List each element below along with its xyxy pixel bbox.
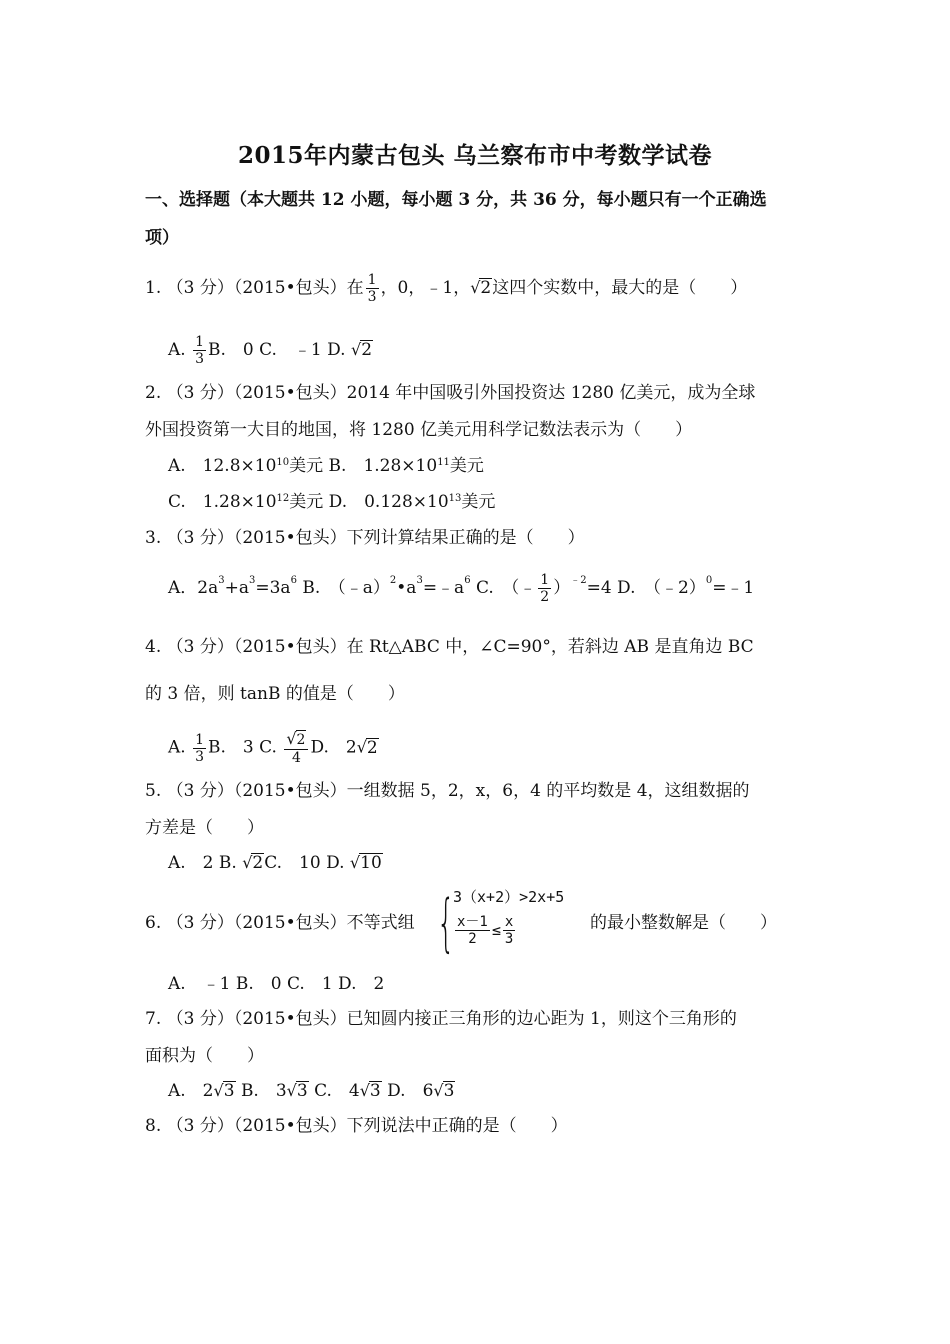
sqrt-sign: √ bbox=[286, 1081, 297, 1100]
q3-opt-c: C. （﹣ bbox=[470, 578, 537, 598]
q7-radicand: 3 bbox=[296, 1081, 308, 1101]
q4-opt-a: A. bbox=[168, 737, 186, 758]
q2-opt-c: C. 1.28×10 bbox=[168, 492, 277, 512]
section-heading: 一、选择题（本大题共 12 小题，每小题 3 分，共 36 分，每小题只有一个正确选 bbox=[145, 190, 767, 210]
q1-opt-a-fraction bbox=[193, 334, 206, 367]
q2-opt-d-unit: 美元 bbox=[461, 492, 496, 512]
question-1 bbox=[145, 272, 747, 305]
q1-stem-pre: 1. （3 分）（2015•包头）在 bbox=[145, 278, 364, 298]
q5-d-radicand: 10 bbox=[360, 853, 382, 873]
q3-text: +a bbox=[224, 578, 249, 598]
q2-options-ab bbox=[168, 454, 484, 478]
q3-frac-num: 1 bbox=[540, 572, 550, 588]
q2-opt-b-unit: 美元 bbox=[449, 456, 484, 476]
question-7: 7. （3 分）（2015•包头）已知圆内接正三角形的边心距为 1，则这个三角形的 bbox=[145, 1009, 737, 1029]
brace-glyph: { bbox=[437, 886, 455, 959]
q2-opt-c-exp: 12 bbox=[276, 493, 290, 504]
q5-opt-cd: C. 10 D. bbox=[264, 853, 345, 873]
q1-fraction bbox=[366, 272, 379, 305]
exp: 6 bbox=[290, 575, 297, 586]
exp: 3 bbox=[249, 575, 256, 586]
q1-stem-mid: ，0，﹣1， bbox=[380, 278, 471, 298]
q1-opt-a-den: 3 bbox=[195, 351, 205, 367]
q6-relation: ≤ bbox=[491, 921, 501, 939]
q3-opt-a: A．2a bbox=[168, 578, 219, 598]
q2-options-cd bbox=[168, 490, 495, 514]
q7-opt-b: B. 3 bbox=[240, 1081, 287, 1101]
q6-lhs-den: 2 bbox=[468, 931, 477, 947]
sqrt-sign: √ bbox=[351, 340, 362, 359]
q5-opt-ab: A. 2 B. bbox=[168, 853, 237, 873]
q2-opt-b-exp: 11 bbox=[437, 457, 450, 468]
question-2-cont: 外国投资第一大目的地国，将 1280 亿美元用科学记数法表示为（ ） bbox=[145, 420, 693, 440]
q6-lhs-fraction bbox=[455, 914, 490, 947]
q3-opt-d: =4 D. （﹣2） bbox=[586, 578, 706, 598]
q2-opt-b: 美元 B. 1.28×10 bbox=[289, 456, 438, 476]
exp: 0 bbox=[705, 575, 713, 586]
exp: 6 bbox=[464, 575, 471, 586]
q4-opt-d: D. 2 bbox=[310, 737, 357, 758]
sqrt-sign: √ bbox=[213, 1081, 224, 1100]
exp: 3 bbox=[218, 575, 225, 586]
q3-text: =3a bbox=[255, 578, 291, 598]
q5-b-radicand: 2 bbox=[252, 853, 264, 873]
inequality-row-1: 3（x+2）>2x+5 bbox=[453, 888, 565, 906]
q6-rhs-den: 3 bbox=[504, 931, 514, 947]
q3-text: •a bbox=[396, 578, 417, 598]
sqrt-sign: √ bbox=[359, 1081, 370, 1100]
q6-rhs-num: x bbox=[504, 914, 514, 930]
q4-opt-a-fraction bbox=[193, 732, 206, 765]
question-6-stem-post: 的最小整数解是（ ） bbox=[590, 913, 777, 933]
q6-lhs-num: x－1 bbox=[457, 914, 488, 930]
section-heading-cont: 项） bbox=[145, 228, 179, 248]
q1-frac-num: 1 bbox=[367, 272, 377, 288]
sqrt-sign: √ bbox=[433, 1081, 444, 1100]
q7-opt-d: D. 6 bbox=[387, 1081, 434, 1101]
q4-opt-c-fraction bbox=[284, 730, 308, 766]
q7-options bbox=[168, 1079, 455, 1103]
q3-fraction bbox=[538, 572, 551, 605]
q7-opt-c: C. 4 bbox=[314, 1081, 360, 1101]
q7-radicand: 3 bbox=[223, 1081, 235, 1101]
q1-frac-den: 3 bbox=[367, 289, 377, 305]
exp: ﹣2 bbox=[570, 575, 587, 586]
sqrt-sign: √ bbox=[242, 853, 253, 872]
q6-rhs-fraction bbox=[503, 914, 515, 947]
question-5: 5. （3 分）（2015•包头）一组数据 5，2，x，6，4 的平均数是 4，这组数据的 bbox=[145, 781, 750, 801]
q1-opt-bc: B. 0 C. ﹣1 D. bbox=[208, 340, 346, 360]
sqrt-sign: √ bbox=[286, 729, 297, 748]
question-2: 2. （3 分）（2015•包头）2014 年中国吸引外国投资达 1280 亿美元，成为全球 bbox=[145, 383, 756, 403]
q1-radicand: 2 bbox=[480, 278, 492, 298]
question-5-cont: 方差是（ ） bbox=[145, 818, 264, 838]
q2-opt-a: A. 12.8×10 bbox=[168, 456, 277, 476]
q4-c-num bbox=[284, 730, 308, 750]
q7-radicand: 3 bbox=[369, 1081, 381, 1101]
q4-a-den: 3 bbox=[195, 748, 205, 765]
q3-text: =﹣a bbox=[422, 578, 465, 598]
question-4: 4. （3 分）（2015•包头）在 Rt△ABC 中，∠C=90°，若斜边 AB 是直角边 BC bbox=[145, 637, 754, 657]
q6-options: A. ﹣1 B. 0 C. 1 D. 2 bbox=[168, 974, 385, 994]
q1-options bbox=[168, 334, 373, 367]
sqrt-sign: √ bbox=[356, 737, 367, 757]
q1-opt-a-num: 1 bbox=[195, 334, 205, 350]
q4-options bbox=[168, 730, 379, 766]
q1-opt-a: A. bbox=[168, 340, 186, 360]
question-8: 8. （3 分）（2015•包头）下列说法中正确的是（ ） bbox=[145, 1116, 568, 1136]
q4-c-den: 4 bbox=[291, 750, 301, 766]
q2-opt-d-exp: 13 bbox=[448, 493, 462, 504]
sqrt-sign: √ bbox=[470, 278, 481, 297]
inequality-row-2 bbox=[453, 914, 517, 947]
q2-opt-d: 美元 D. 0.128×10 bbox=[289, 492, 449, 512]
question-6-stem-pre: 6. （3 分）（2015•包头）不等式组 bbox=[145, 913, 415, 933]
q1-stem-post: 这四个实数中，最大的是（ ） bbox=[492, 278, 748, 298]
question-4-cont: 的 3 倍，则 tanB 的值是（ ） bbox=[145, 684, 405, 704]
inequality-system bbox=[437, 884, 597, 962]
q2-opt-a-exp: 10 bbox=[276, 457, 290, 468]
q3-text: ） bbox=[553, 578, 571, 598]
question-3: 3. （3 分）（2015•包头）下列计算结果正确的是（ ） bbox=[145, 528, 585, 548]
q1-opt-d-radicand: 2 bbox=[361, 340, 373, 360]
q5-options bbox=[168, 851, 383, 875]
question-7-cont: 面积为（ ） bbox=[145, 1046, 264, 1066]
q4-a-num: 1 bbox=[195, 731, 205, 748]
q3-opt-b: B. （﹣a） bbox=[296, 578, 390, 598]
q3-options bbox=[168, 572, 754, 605]
q4-d-radicand: 2 bbox=[366, 737, 378, 758]
q7-opt-a: A. 2 bbox=[168, 1081, 214, 1101]
q7-radicand: 3 bbox=[443, 1081, 455, 1101]
q3-frac-den: 2 bbox=[540, 589, 550, 605]
q4-c-radicand: 2 bbox=[296, 732, 306, 748]
q4-opt-bc: B. 3 C. bbox=[208, 737, 277, 758]
page-title: 2015年内蒙古包头 乌兰察布市中考数学试卷 bbox=[237, 142, 713, 169]
sqrt-sign: √ bbox=[349, 853, 361, 872]
q3-text: =﹣1 bbox=[712, 578, 755, 598]
exp: 3 bbox=[416, 575, 423, 586]
exp: 2 bbox=[389, 575, 397, 586]
